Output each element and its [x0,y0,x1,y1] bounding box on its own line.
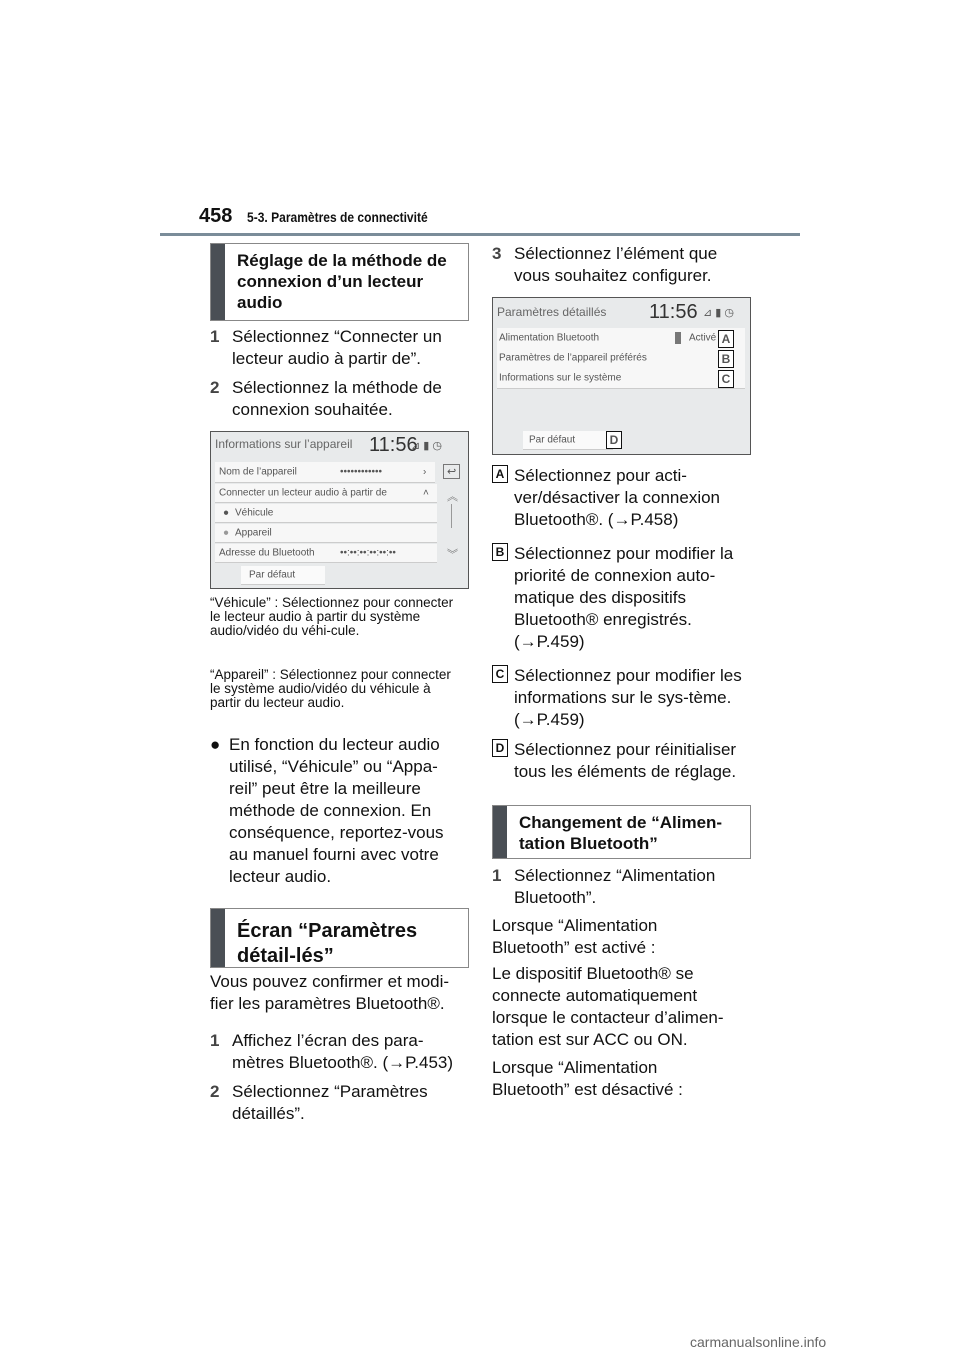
row-label: Informations sur le système [499,372,622,384]
step-2-method [210,377,460,421]
callout-text: Sélectionnez pour réinitialiser tous les éléments de réglage. [514,740,737,781]
note-appareil: “Appareil” : Sélectionnez pour connecter le système audio/vidéo du véhicule à partir du lecteur audio. [210,667,451,710]
row-preferred-devices[interactable] [497,348,745,369]
toggle-indicator [675,332,681,344]
heading-bar [211,909,225,967]
signal-icon: ⊿ ▮ ◷ [703,307,734,319]
step-2-detailed [210,1081,464,1125]
callout-d [492,739,750,783]
row-system-info[interactable] [497,368,745,389]
back-icon[interactable]: ↩ [443,464,460,479]
row-label: Alimentation Bluetooth [499,332,600,344]
step-text: Sélectionnez la méthode de connexion souhaitée. [232,378,442,419]
intro-text: Vous pouvez confirmer et modi-fier les paramètres Bluetooth®. [210,972,450,1013]
callout-text: Sélectionnez pour modifier les informations sur le sys-tème. (→P.459) [514,666,742,729]
step-text: Sélectionnez “Alimentation Bluetooth”. [514,866,716,907]
step-text: Sélectionnez “Paramètres détaillés”. [232,1082,428,1123]
step-3-select [492,243,748,287]
step-number: 1 [492,866,502,885]
section-title: 5-3. Paramètres de connectivité [247,209,428,225]
callout-text: Sélectionnez pour acti-ver/désactiver la connexion Bluetooth®. (→P.458) [514,466,721,529]
row-label: Connecter un lecteur audio à partir de [219,487,387,499]
bullet-icon: ● [210,735,221,754]
row-label: Nom de l’appareil [219,466,297,478]
step-number: 1 [210,327,220,346]
chevron-right-icon: › [423,466,427,478]
radio-selected-icon: ● [223,507,230,519]
step-text: Affichez l’écran des para-mètres Bluetooth®. (→P.453) [232,1031,454,1072]
screenshot-device-info [210,431,469,589]
header-rule [160,233,800,236]
screenshot-detailed-settings [492,297,751,455]
para-enabled-desc: Le dispositif Bluetooth® se connecte automatiquement lorsque le contacteur d’alimen-tation est sur ACC ou ON. [492,964,724,1049]
heading-box-audio-method [210,243,469,321]
bullet-text: En fonction du lecteur audio utilisé, “Véhicule” ou “Appa-reil” peut être la meilleure méthode de connexion. En conséquence, reportez-vous au manuel fourni avec votre lecteur audio. [229,735,444,886]
row-label: Adresse du Bluetooth [219,547,315,559]
step-1-bt-power [492,865,748,909]
screen-title: Informations sur l’appareil [215,437,353,451]
marker-a: A [718,330,734,348]
row-value: •••••••••••• [340,466,383,478]
note-vehicule: “Véhicule” : Sélectionnez pour connecter le lecteur audio à partir du système audio/vidéo du véhi-cule. [210,595,454,638]
row-connect-from[interactable] [215,484,437,503]
screen-title: Paramètres détaillés [497,305,607,319]
callout-c [492,665,750,731]
status-label: Activé [689,332,717,344]
marker-d: D [606,431,622,449]
screen-clock: 11:56 [369,434,418,456]
callout-letter: A [492,465,508,483]
step-number: 1 [210,1031,220,1050]
heading-text: Réglage de la méthode de connexion d’un lecteur audio [237,251,447,312]
default-button[interactable] [241,566,325,585]
step-number: 3 [492,244,502,263]
signal-icon: ⊿ ▮ ◷ [411,440,442,452]
row-label: Paramètres de l’appareil préférés [499,352,647,364]
callout-a [492,465,750,531]
row-value: ••:••:••:••:••:•• [340,547,396,559]
option-label: Véhicule [235,507,274,519]
screen-clock: 11:56 [649,301,698,323]
callout-letter: D [492,739,508,757]
watermark: carmanualsonline.info [690,1334,827,1350]
radio-icon: ● [223,527,230,539]
step-1-connect [210,326,460,370]
button-label: Par défaut [249,569,296,581]
heading-box-bt-power [492,805,751,859]
row-bt-address [215,544,437,563]
para-enabled-heading: Lorsque “Alimentation Bluetooth” est activé : [492,916,658,957]
button-label: Par défaut [529,434,576,446]
step-number: 2 [210,378,220,397]
para-disabled-heading: Lorsque “Alimentation Bluetooth” est désactivé : [492,1058,683,1099]
bullet-item [210,734,466,888]
callout-b [492,543,750,653]
scroll-down-icon[interactable]: ︾ [447,549,458,561]
heading-bar [211,244,225,320]
row-bt-power[interactable] [497,328,745,349]
default-button[interactable] [523,431,613,450]
callout-text: Sélectionnez pour modifier la priorité de connexion auto-matique des dispositifs Bluetooth® enregistrés. (→P.459) [514,544,734,651]
option-appareil[interactable] [215,524,437,543]
option-label: Appareil [235,527,272,539]
heading-text: Changement de “Alimen-tation Bluetooth” [519,813,723,853]
step-number: 2 [210,1082,220,1101]
scroll-up-icon[interactable]: ︽ [447,491,458,503]
row-device-name[interactable] [215,462,435,483]
heading-box-detailed-settings [210,908,469,968]
callout-letter: B [492,543,508,561]
callout-letter: C [492,665,508,683]
marker-c: C [718,370,734,388]
page-number: 458 [199,205,233,227]
heading-text: Écran “Paramètres détail-lés” [237,920,418,967]
option-vehicule[interactable] [215,504,437,523]
heading-bar [493,806,507,858]
marker-b: B [718,350,734,368]
scrollbar[interactable] [451,504,452,528]
step-1-display [210,1030,464,1074]
chevron-up-icon: ˄ [423,487,429,499]
step-text: Sélectionnez l’élément que vous souhaitez configurer. [514,244,718,285]
step-text: Sélectionnez “Connecter un lecteur audio à partir de”. [232,327,442,368]
